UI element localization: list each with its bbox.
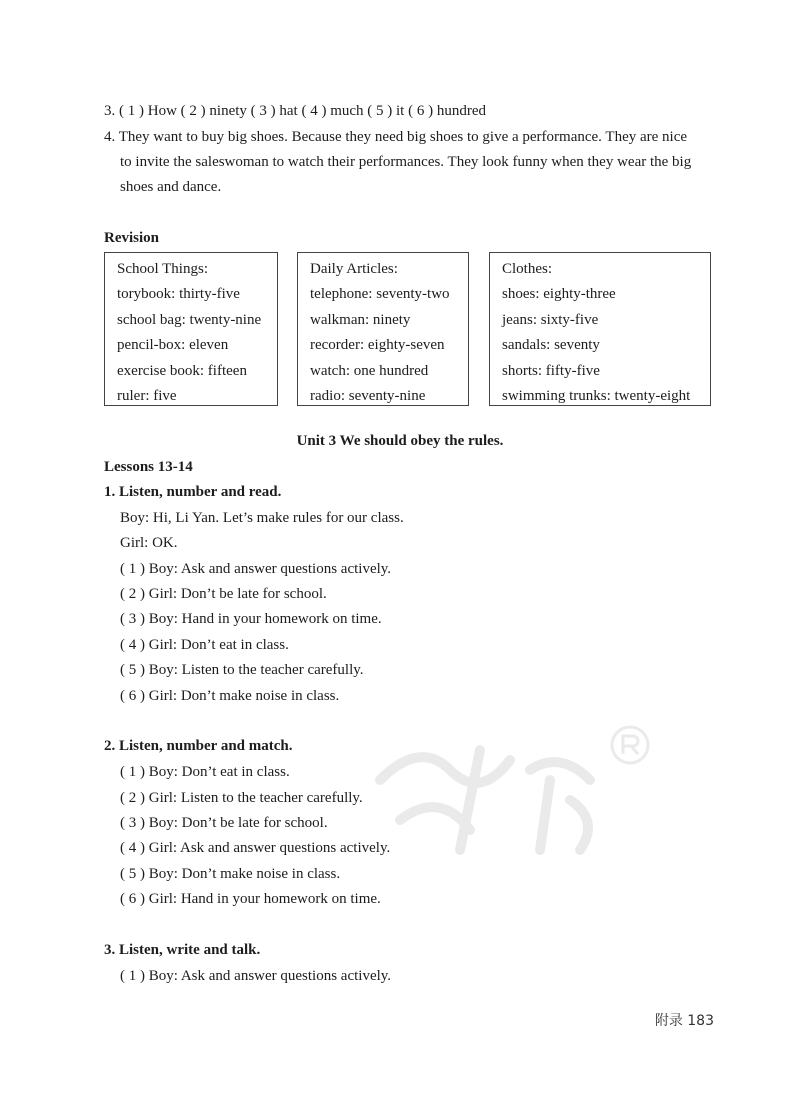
dialogue-line: ( 1 ) Boy: Ask and answer questions actively.: [120, 968, 392, 984]
box-item: torybook: thirty-five: [117, 286, 240, 303]
revision-box-daily-articles: [297, 252, 469, 406]
dialogue-line: ( 3 ) Boy: Hand in your homework on time.: [120, 611, 382, 627]
dialogue-line: ( 6 ) Girl: Hand in your homework on time.: [120, 891, 381, 907]
dialogue-line: Boy: Hi, Li Yan. Let’s make rules for our class.: [120, 510, 404, 526]
dialogue-line: ( 2 ) Girl: Listen to the teacher carefully.: [120, 790, 363, 806]
box-item: school bag: twenty-nine: [117, 311, 262, 328]
section-3-heading: 3. Listen, write and talk.: [104, 942, 261, 958]
dialogue-line: ( 5 ) Boy: Listen to the teacher carefully.: [120, 662, 364, 678]
box-item: telephone: seventy-two: [310, 286, 450, 303]
answer-item-3: 3. ( 1 ) How ( 2 ) ninety ( 3 ) hat ( 4 ) much ( 5 ) it ( 6 ) hundred: [104, 103, 486, 119]
revision-box-school-things: [104, 252, 278, 406]
box-title: Daily Articles:: [310, 261, 398, 277]
dialogue-line: ( 1 ) Boy: Don’t eat in class.: [120, 764, 290, 780]
box-item: walkman: ninety: [310, 311, 411, 328]
dialogue-line: ( 3 ) Boy: Don’t be late for school.: [120, 815, 328, 831]
section-1-heading: 1. Listen, number and read.: [104, 484, 282, 500]
box-title: School Things:: [117, 261, 208, 277]
revision-box-clothes: [489, 252, 711, 406]
box-item: pencil-box: eleven: [117, 337, 229, 354]
box-item: swimming trunks: twenty-eight: [502, 388, 691, 405]
dialogue-line: ( 6 ) Girl: Don’t make noise in class.: [120, 688, 340, 704]
box-item: sandals: seventy: [502, 337, 600, 354]
unit-title: Unit 3 We should obey the rules.: [296, 433, 504, 449]
box-item: shorts: fifty-five: [502, 362, 600, 379]
publisher-watermark-logo: [360, 720, 660, 870]
box-item: radio: seventy-nine: [310, 388, 426, 405]
box-item: shoes: eighty-three: [502, 286, 616, 303]
answer-item-4-line-2: to invite the saleswoman to watch their performances. They look funny when they wear the big: [120, 154, 692, 170]
dialogue-line: ( 5 ) Boy: Don’t make noise in class.: [120, 866, 341, 882]
revision-heading: Revision: [104, 230, 160, 246]
box-title: Clothes:: [502, 261, 553, 277]
answer-item-4-line-3: shoes and dance.: [120, 179, 222, 195]
lessons-heading: Lessons 13-14: [104, 459, 193, 475]
box-item: watch: one hundred: [310, 362, 429, 379]
page-number: 附录 183: [654, 1013, 714, 1029]
box-item: recorder: eighty-seven: [310, 337, 445, 354]
box-item: ruler: five: [117, 388, 177, 405]
answer-item-4-line-1: 4. They want to buy big shoes. Because they need big shoes to give a performance. They are nice: [104, 129, 688, 145]
section-2-heading: 2. Listen, number and match.: [104, 738, 293, 754]
dialogue-line: ( 2 ) Girl: Don’t be late for school.: [120, 586, 327, 602]
dialogue-line: ( 1 ) Boy: Ask and answer questions actively.: [120, 561, 392, 577]
dialogue-line: ( 4 ) Girl: Ask and answer questions actively.: [120, 840, 391, 856]
dialogue-line: ( 4 ) Girl: Don’t eat in class.: [120, 637, 289, 653]
dialogue-line: Girl: OK.: [120, 535, 178, 551]
box-item: jeans: sixty-five: [502, 311, 599, 328]
box-item: exercise book: fifteen: [117, 362, 247, 379]
